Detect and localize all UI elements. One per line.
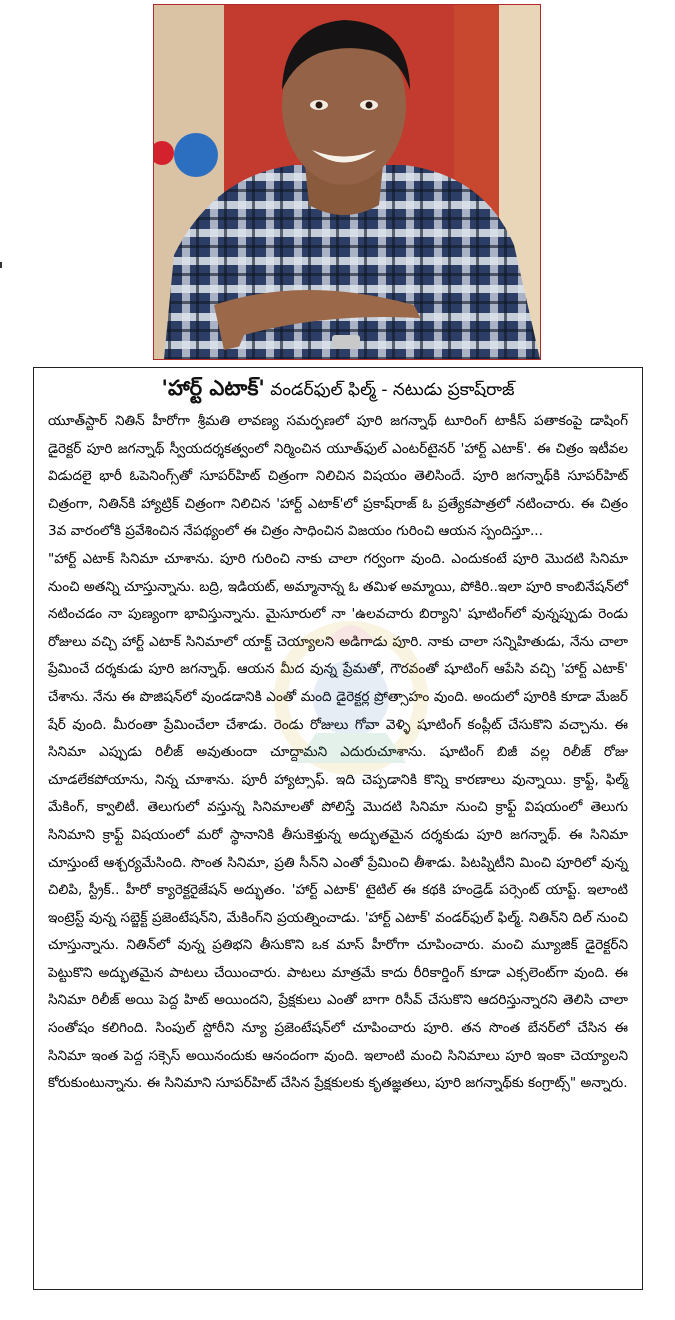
- article-title: [48, 374, 628, 404]
- article-title-rest: వండర్‌ఫుల్ ఫిల్మ్ - నటుడు ప్రకాష్‌రాజ్: [264, 380, 515, 400]
- article-title-highlight: 'హార్ట్ ఎటాక్': [161, 376, 265, 400]
- article-body-paragraph: "హార్ట్ ఎటాక్ సినిమా చూశాను. పూరి గురించి నాకు చాలా గర్వంగా వుంది. ఎందుకంటే పూరి మొదటి సినిమా నుంచి అతన్ని చూస్తున్నాను. బద్రి, ఇడియట్, అమ్మానాన్న ఓ తమిళ అమ్మాయి, పోకిరి..ఇలా పూరి కాంబినేషన్‌లో నటించడం నా పుణ్యంగా భావిస్తున్నాను. మైసూరులో నా 'ఉలవచారు బిర్యాని' షూటింగ్‌లో వున్నప్పుడు రెండు రోజులు వచ్చి హార్ట్ ఎటాక్ సినిమాలో యాక్ట్ చెయ్యాలని అడిగాడు పూరి. నాకు చాలా సన్నిహితుడు, నేను చాలా ప్రేమించే దర్శకుడు పూరి జగన్నాథ్. ఆయన మీద వున్న ప్రేమతో, గౌరవంతో షూటింగ్ ఆపేసి వచ్చి 'హార్ట్ ఎటాక్' చేశాను. నేను ఈ పొజిషన్‌లో వుండడానికి ఎంతో మంది డైరెక్టర్ల ప్రోత్సాహం వుంది. అందులో పూరికి కూడా మేజర్ షేర్ వుంది. మీరంతా ప్రేమించేలా చేశాడు. రెండు రోజులు గోవా వెళ్ళి షూటింగ్ కంప్లీట్ చేసుకొని వచ్చాను. ఈ సినిమా ఎప్పుడు రిలీజ్ అవుతుందా చూద్దామని ఎదురుచూశాను. షూటింగ్ బిజీ వల్ల రిలీజ్ రోజు చూడలేకపోయాను, నిన్న చూశాను. పూరీ హ్యాట్సాఫ్. ఇది చెప్పడానికి కొన్ని కారణాలు వున్నాయి. క్రాఫ్ట్, ఫిల్మ్ మేకింగ్, క్వాలిటీ. తెలుగులో వస్తున్న సినిమాలతో పోలిస్తే మొదటి సినిమా నుంచి క్రాఫ్ట్ విషయంలో తెలుగు సినిమాని క్రాఫ్ట్ విషయంలో మరో స్థానానికి తీసుకెళ్తున్న అద్భుతమైన దర్శకుడు పూరి జగన్నాథ్. ఈ సినిమా చూస్తుంటే ఆశ్చర్యమేసింది. సొంత సినిమా, ప్రతి సీన్‌ని ఎంతో ప్రేమించి తీశాడు. పిటప్నిటీని మించి పూరిలో వున్న చిలిపి, స్ట్రీక్.. హీరో క్యారెక్టరైజేషన్ అద్భుతం. 'హార్ట్ ఎటాక్' టైటిల్ ఈ కథకి హండ్రెడ్ పర్సెంట్ యాప్ట్. ఇలాంటి ఇంట్రెస్ట్ వున్న సబ్జెక్ట్ ప్రజెంటేషన్‌ని, మేకింగ్‌ని ప్రయత్నించాడు. 'హార్ట్ ఎటాక్' వండర్‌ఫుల్ ఫిల్మ్. నితిన్‌ని దిల్ నుంచి చూస్తున్నాను. నితిన్‌లో వున్న ప్రతిభని తీసుకొని ఒక మాస్ హీరోగా చూపించారు. మంచి మ్యూజిక్ డైరెక్టర్‌ని పెట్టుకొని అద్భుతమైన పాటలు చేయించారు. పాటలు మాత్రమే కాదు రీరికార్డింగ్ కూడా ఎక్సలెంట్‌గా వుంది. ఈ సినిమా రిలీజ్ అయి పెద్ద హిట్ అయిందని, ప్రేక్షకులు ఎంతో బాగా రిసీవ్ చేసుకొని ఆదరిస్తున్నారని తెలిసి చాలా సంతోషం కలిగింది. సింపుల్ స్టోరీని న్యూ ప్రజెంటేషన్‌లో చూపించారు పూరి. తన సొంత బేనర్‌లో చేసిన ఈ సినిమా ఇంత పెద్ద సక్సెస్ అయినందుకు ఆనందంగా వుంది. ఇలాంటి మంచి సినిమాలు పూరి ఇంకా చెయ్యాలని కోరుకుంటున్నాను. ఈ సినిమాని సూపర్‌హిట్ చేసిన ప్రేక్షకులకు కృతజ్ఞతలు, పూరి జగన్నాథ్‌కు కంగ్రాట్స్" అన్నారు.: [48, 550, 628, 1092]
- portrait-illustration: [154, 5, 540, 359]
- article-intro-paragraph: యూత్‌స్టార్ నితిన్ హీరోగా శ్రీమతి లావణ్య సమర్పణలో పూరి జగన్నాథ్ టూరింగ్ టాకీస్ పతాకంపై డాషింగ్ డైరెక్టర్ పూరి జగన్నాథ్ స్వీయదర్శకత్వంలో నిర్మించిన యూత్‌ఫుల్ ఎంటర్‌టైనర్ 'హార్ట్ ఎటాక్'. ఈ చిత్రం ఇటీవల విడుదలై భారీ ఓపెనింగ్స్‌తో సూపర్‌హిట్ చిత్రంగా నిలిచిన విషయం తెలిసిందే. పూరి జగన్నాథ్‌కి సూపర్‌హిట్ చిత్రంగా, నితిన్‌కి హ్యాట్రిక్ చిత్రంగా నిలిచిన 'హార్ట్ ఎటాక్'లో ప్రకాష్‌రాజ్ ఓ ప్రత్యేకపాత్రలో నటించారు. ఈ చిత్రం 3వ వారంలోకి ప్రవేశించిన నేపథ్యంలో ఈ చిత్రం సాధించిన విజయం గురించి ఆయన స్పందిస్తూ...: [48, 413, 628, 540]
- actor-portrait-photo: [153, 4, 541, 360]
- article-box: [33, 367, 643, 1290]
- edge-mark: [0, 262, 2, 268]
